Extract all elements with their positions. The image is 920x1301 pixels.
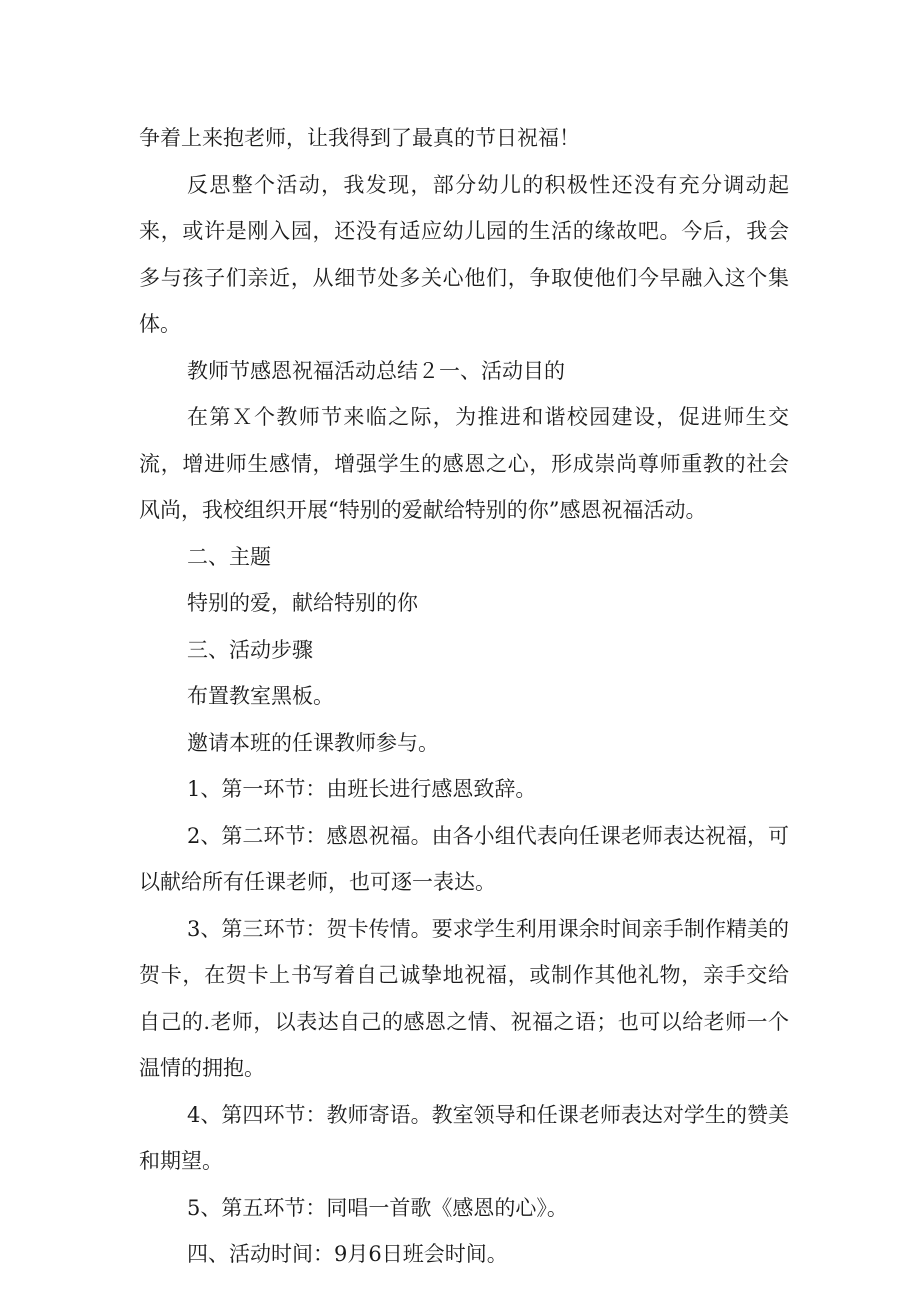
paragraph-step-4: 4、第四环节：教师寄语。教室领导和任课老师表达对学生的赞美和期望。 (139, 1102, 789, 1173)
paragraph-step-blackboard: 布置教室黑板。 (187, 684, 334, 708)
heading-activity-time: 四、活动时间：9月6日班会时间。 (187, 1242, 508, 1266)
section-title-summary-2: 教师节感恩祝福活动总结２一、活动目的 (187, 358, 565, 383)
paragraph-step-invite: 邀请本班的任课教师参与。 (187, 730, 439, 755)
paragraph-step-2: 2、第二环节：感恩祝福。由各小组代表向任课老师表达祝福，可以献给所有任课老师，也可逐一表达。 (139, 823, 789, 894)
paragraph-step-1: 1、第一环节：由班长进行感恩致辞。 (187, 777, 537, 801)
paragraph-reflection: 反思整个活动，我发现，部分幼儿的积极性还没有充分调动起来，或许是刚入园，还没有适应幼儿园的生活的缘故吧。今后，我会多与孩子们亲近，从细节处多关心他们，争取使他们今早融入这个集体。 (139, 172, 789, 336)
document-body (139, 115, 789, 1278)
paragraph-step-3: 3、第三环节：贺卡传情。要求学生利用课余时间亲手制作精美的贺卡，在贺卡上书写着自己诚挚地祝福，或制作其他礼物，亲手交给自己的.老师，以表达自己的感恩之情、祝福之语；也可以给老师一个温情的拥抱。 (139, 916, 789, 1080)
paragraph-theme: 特别的爱，献给特别的你 (187, 591, 418, 615)
paragraph-closing-line: 争着上来抱老师，让我得到了最真的节日祝福！ (139, 126, 580, 150)
paragraph-purpose: 在第Ｘ个教师节来临之际，为推进和谐校园建设，促进师生交流，增进师生感情，增强学生的感恩之心，形成崇尚尊师重教的社会风尚，我校组织开展“特别的爱献给特别的你”感恩祝福活动。 (139, 405, 789, 522)
heading-theme: 二、主题 (187, 544, 271, 569)
paragraph-step-5: 5、第五环节：同唱一首歌《感恩的心》。 (187, 1195, 568, 1220)
heading-steps: 三、活动步骤 (187, 637, 313, 662)
